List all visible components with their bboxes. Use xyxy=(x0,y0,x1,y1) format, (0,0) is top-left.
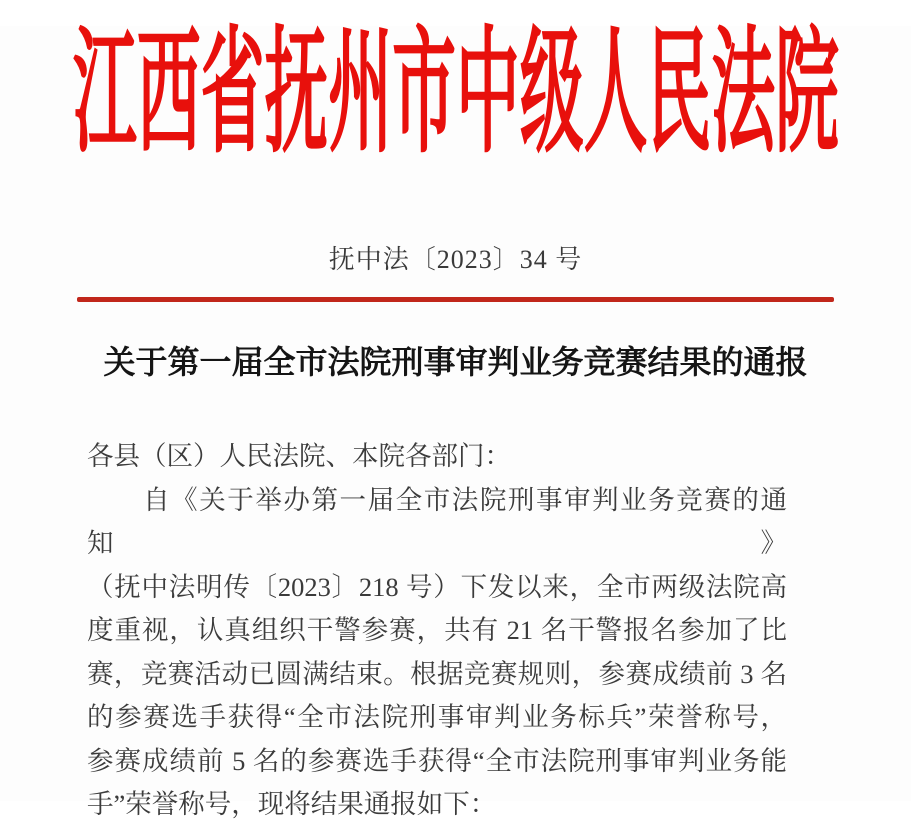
body-line-salutation: 各县（区）人民法院、本院各部门： xyxy=(87,441,511,471)
document-title: 关于第一届全市法院刑事审判业务竞赛结果的通报 xyxy=(103,344,808,380)
document-body xyxy=(87,435,787,827)
court-name-header: 江西省抚州市中级人民法院 xyxy=(72,18,839,170)
body-line-closing: 手”荣誉称号，现将结果通报如下： xyxy=(87,789,497,819)
red-divider xyxy=(77,297,834,302)
body-line: （抚中法明传〔2023〕218 号）下发以来，全市两级法院高 xyxy=(87,571,787,602)
body-line: 赛，竞赛活动已圆满结束。根据竞赛规则，参赛成绩前 3 名 xyxy=(87,658,787,689)
body-line: 自《关于举办第一届全市法院刑事审判业务竞赛的通知》 xyxy=(87,484,787,558)
document-page xyxy=(0,18,911,819)
body-line: 度重视，认真组织干警参赛，共有 21 名干警报名参加了比 xyxy=(87,615,787,645)
body-line: 的参赛选手获得“全市法院刑事审判业务标兵”荣誉称号， xyxy=(87,702,787,732)
document-header xyxy=(0,18,911,170)
body-line: 参赛成绩前 5 名的参赛选手获得“全市法院刑事审判业务能 xyxy=(87,745,787,776)
doc-number: 抚中法〔2023〕34 号 xyxy=(328,245,583,274)
